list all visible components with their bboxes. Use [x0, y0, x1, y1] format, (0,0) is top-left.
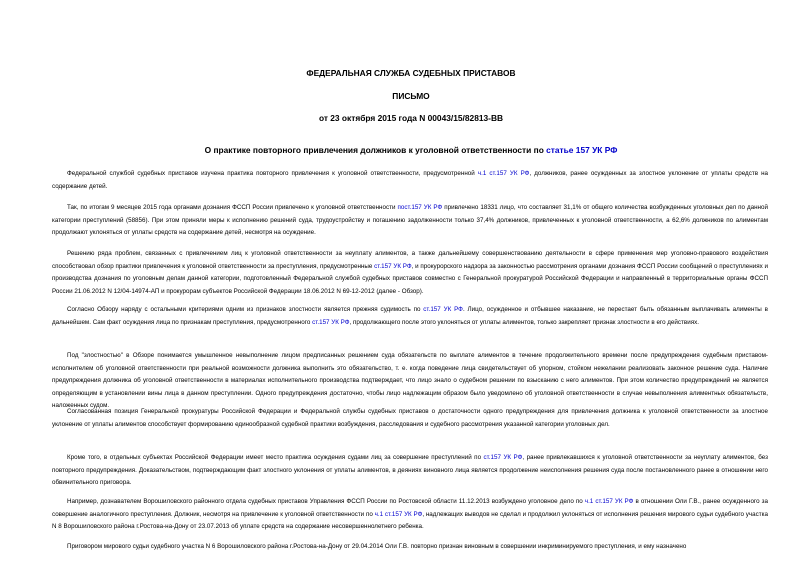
p8-text-3: , надлежащих выводов не сделал и продолжил уклоняться от исполнения решения мирового судьи судебного участка N 8 Ворошиловского района г.Ростова-на-Дону от 23.07.2013 об уплате средств на содержание несовершеннолетнего ребенка. [52, 510, 768, 530]
p9-text-1: Приговором мирового судьи судебного участка N 6 Ворошиловского района г.Ростова-на-Дону от 29.04.2014 Оли Г.В. повторно признан виновным в совершении инкриминируемого преступления, и ему назначено [67, 543, 687, 550]
p4-law-link-2[interactable]: ст.157 УК РФ [312, 318, 350, 326]
p1-law-link[interactable]: ч.1 ст.157 УК РФ [477, 170, 530, 177]
p2-law-link[interactable]: пост.157 УК РФ [397, 204, 443, 211]
p7-law-link[interactable]: ст.157 УК РФ [483, 454, 523, 461]
document-subject [52, 145, 770, 155]
p1-text-1: Федеральной службой судебных приставов изучена практика повторного привлечения к уголовной ответственности, предусмотренной [67, 170, 478, 177]
paragraph-2 [52, 202, 768, 240]
p2-text-1: Так, по итогам 9 месяцев 2015 года органами дознания ФССП России привлечено к уголовной ответственности [67, 204, 398, 211]
p2-text-2: привлечено 18331 лицо, что составляет 31,1% от общего количества возбужденных уголовных дел по данной категории преступлений (58856). При этом приняли меры к исполнению решений суда, трудоустройству и погашению задолженности только 37,4% должников, привлеченных к уголовной ответственности, а 62,6% должников по алиментам продолжают уклоняться от уплаты средств на содержание детей, несмотря на осуждение. [52, 204, 768, 236]
p8-text-2: в отношении Оли Г.В., ранее осужденного за совершение аналогичного преступления. Должник, несмотря на привлечение к уголовной ответственности по [52, 498, 768, 518]
p5-text-1: Под "злостностью" в Обзоре понимается умышленное невыполнение лицом предписанных решением суда обязательств по выплате алиментов в течение продолжительного времени после предупреждения судебным приставом-исполнителем об уголовной ответственности при реальной возможности должника выполнить это обязательство, т. е. когда поведение лица свидетельствует об упорном, стойком нежелании реализовать законное решение суда. Наличие предупреждения должника об уголовной ответственности в материалах исполнительного производства подтверждает, что лицо знало о судебном решении по взысканию с него алиментов. При этом количество предупреждений не является определяющим в установлении вины лица в данном преступлении. Одного предупреждения достаточно, чтобы лицо надлежащим образом было уведомлено об уголовной ответственности в случае невыполнения алиментных обязательств, наложенных судом. [52, 352, 768, 409]
p3-text-2: , и прокурорского надзора за законностью рассмотрения органами дознания ФССП России сообщений о преступлениях и производства дознания по уголовным делам данной категории, подготовленный Федеральной службой судебных приставов совместно с Генеральной прокуратурой Российской Федерации и направленный в территориальные органы ФССП России 21.06.2012 N 12/04-14974-АП и прокурорам субъектов Российской Федерации 18.06.2012 N 69-12-2012 (далее - Обзор). [52, 262, 768, 295]
paragraph-8 [52, 496, 768, 534]
paragraph-7 [52, 452, 768, 490]
p4-text-2: . Лицо, осужденное и отбывшее наказание, не перестает быть обязанным выплачивать алименты в дальнейшем. Сам факт осуждения лица по признакам преступления, предусмотренного [52, 306, 768, 326]
p4-law-link-1[interactable]: ст.157 УК РФ [423, 306, 463, 313]
document-date-number: от 23 октября 2015 года N 00043/15/82813-ВВ [318, 113, 504, 123]
subject-text: О практике повторного привлечения должников к уголовной ответственности по [204, 145, 547, 155]
p8-law-link-1[interactable]: ч.1 ст.157 УК РФ [584, 498, 634, 505]
p4-text-1: Согласно Обзору наряду с остальными критериями одним из признаков злостности является прежняя судимость по [67, 306, 424, 313]
p8-law-link-2[interactable]: ч.1 ст.157 УК РФ [374, 510, 423, 518]
document-type: ПИСЬМО [392, 91, 430, 101]
p1-text-2: , должников, ранее осужденных за злостное уклонение от уплаты средств на содержание детей. [52, 170, 769, 190]
p3-text-1: Решению ряда проблем, связанных с привлечением лиц к уголовной ответственности за неуплату алиментов, а также дальнейшему совершенствованию деятельности в сфере применения мер уголовно-правового воздействия способствовал обзор практики привлечения к уголовной ответственности за преступления, предусмотренные [52, 250, 768, 270]
p3-law-link[interactable]: ст.157 УК РФ [374, 262, 412, 270]
paragraph-5 [52, 350, 768, 413]
paragraph-3 [52, 248, 768, 298]
paragraph-6 [52, 406, 768, 431]
agency-title: ФЕДЕРАЛЬНАЯ СЛУЖБА СУДЕБНЫХ ПРИСТАВОВ [306, 68, 516, 78]
p4-text-3: , продолжающего после этого уклоняться от уплаты алиментов, только закрепляет признак злостности в его действиях. [349, 318, 699, 326]
paragraph-4 [52, 304, 768, 329]
paragraph-9 [52, 541, 768, 554]
p7-text-1: Кроме того, в отдельных субъектах Российской Федерации имеет место практика осуждения судами лиц за совершение преступлений по [67, 454, 484, 461]
p6-text-1: Согласованная позиция Генеральной прокуратуры Российской Федерации и Федеральной службы судебных приставов о достаточности одного предупреждения для привлечения должника к уголовной ответственности за злостное уклонение от уплаты алиментов способствует формированию единообразной судебной практики возбуждения, расследования и судебного рассмотрения указанной категории уголовных дел. [52, 408, 768, 428]
paragraph-1 [52, 168, 768, 193]
p8-text-1: Например, дознавателем Ворошиловского районного отдела судебных приставов Управления ФССП России по Ростовской области 11.12.2013 возбуждено уголовное дело по [67, 498, 585, 505]
subject-article-link[interactable]: статье 157 УК РФ [546, 145, 618, 155]
p7-text-2: , ранее привлекавшихся к уголовной ответственности за неуплату алиментов, без повторного предупреждения. Доказательством, подтверждающим факт злостного уклонения от уплаты алиментов, в деяниях виновного лица является продолжение неисполнения решения суда после постановленного ранее в отношении него обвинительного приговора. [52, 454, 769, 486]
